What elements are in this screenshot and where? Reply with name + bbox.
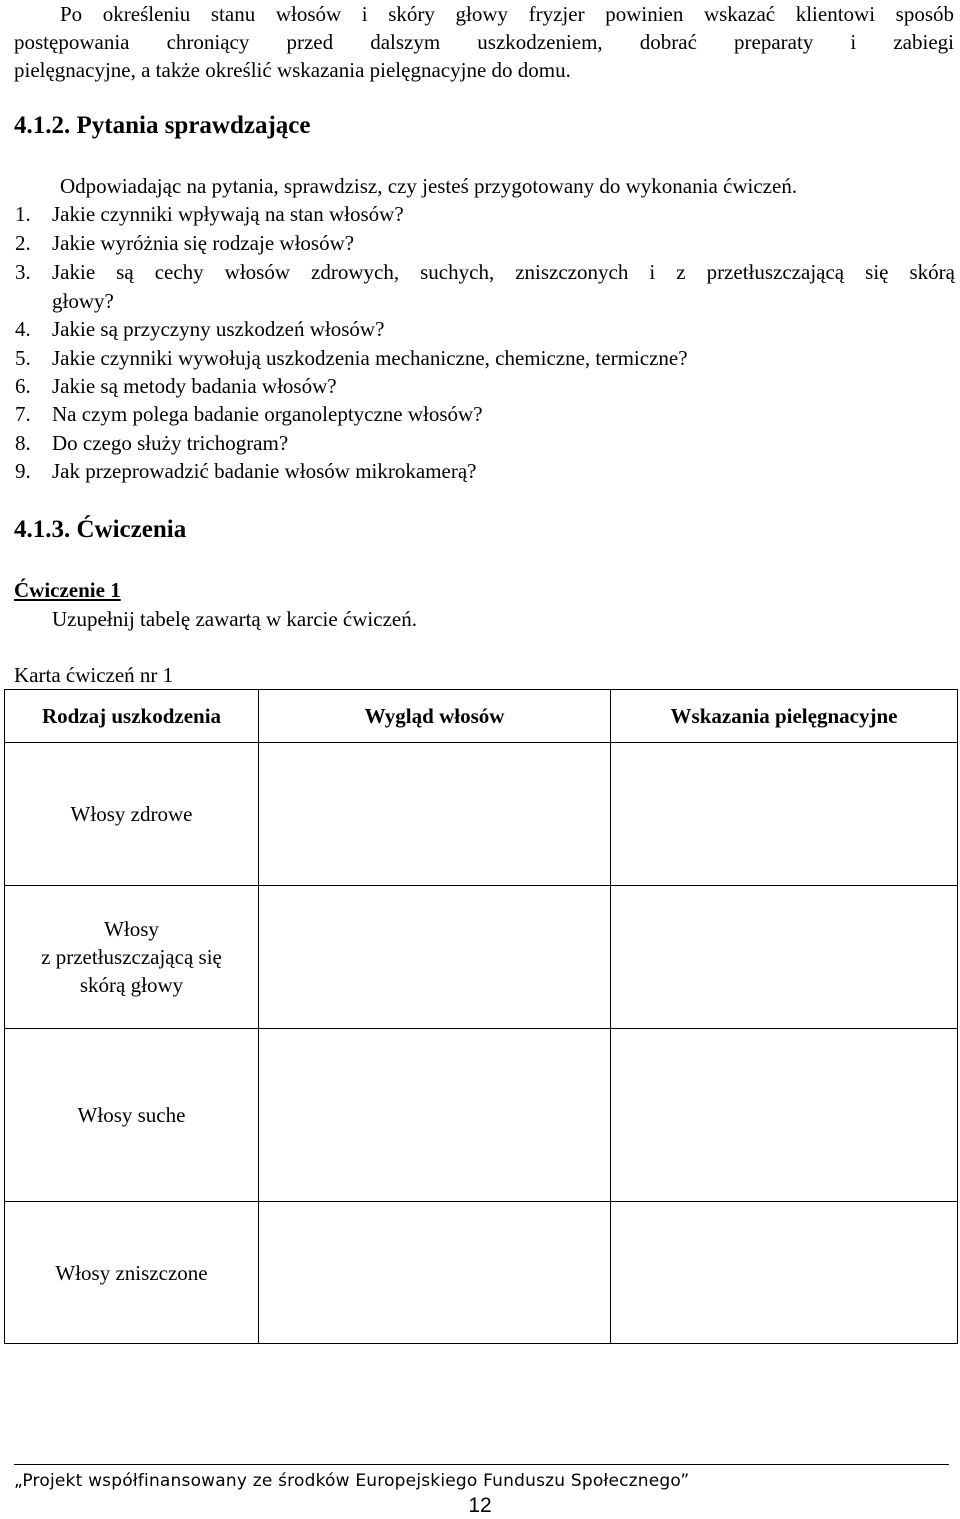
question-text: Do czego służy trichogram? — [52, 431, 289, 455]
empty-cell[interactable] — [259, 886, 611, 1029]
question-text: Jakie czynniki wywołują uszkodzenia mechaniczne, chemiczne, termiczne? — [52, 346, 688, 370]
question-number: 6. — [15, 374, 31, 398]
row-label-cell — [5, 1202, 259, 1344]
question-number: 7. — [15, 402, 31, 426]
column-header: Wskazania pielęgnacyjne — [611, 690, 958, 743]
question-text-continued: głowy? — [52, 289, 114, 313]
worksheet-label: Karta ćwiczeń nr 1 — [14, 663, 174, 687]
question-text: Na czym polega badanie organoleptyczne włosów? — [52, 402, 483, 426]
row-label-cell — [5, 743, 259, 886]
question-text: Jakie są przyczyny uszkodzeń włosów? — [52, 317, 385, 341]
section-lead: Odpowiadając na pytania, sprawdzisz, czy jesteś przygotowany do wykonania ćwiczeń. — [60, 174, 798, 198]
question-item — [15, 400, 955, 428]
worksheet-table — [4, 689, 958, 1344]
row-label-cell — [5, 1029, 259, 1202]
question-item — [15, 229, 955, 257]
empty-cell[interactable] — [611, 743, 958, 886]
question-text: Jak przeprowadzić badanie włosów mikrokamerą? — [52, 459, 477, 483]
intro-line: Po określeniu stanu włosów i skóry głowy fryzjer powinien wskazać klientowi sposób — [60, 2, 954, 26]
exercise-instruction: Uzupełnij tabelę zawartą w karcie ćwiczeń. — [52, 607, 417, 631]
row-label-line: Włosy zniszczone — [55, 1260, 208, 1285]
table-row — [5, 1029, 958, 1202]
section-heading-412: 4.1.2. Pytania sprawdzające — [14, 112, 311, 139]
question-number: 3. — [15, 260, 31, 284]
question-text: Jakie wyróżnia się rodzaje włosów? — [52, 231, 355, 255]
question-number: 2. — [15, 231, 31, 255]
table-row — [5, 1202, 958, 1344]
intro-line: pielęgnacyjne, a także określić wskazania pielęgnacyjne do domu. — [14, 58, 571, 82]
row-label-line: Włosy suche — [77, 1103, 186, 1127]
question-number: 5. — [15, 346, 31, 370]
empty-cell[interactable] — [259, 1202, 611, 1344]
table-row — [5, 886, 958, 1029]
empty-cell[interactable] — [611, 886, 958, 1029]
empty-cell[interactable] — [611, 1029, 958, 1202]
question-number: 8. — [15, 431, 31, 455]
question-text: Jakie są cechy włosów zdrowych, suchych, zniszczonych i z przetłuszczającą się skórą — [52, 260, 955, 284]
question-item — [15, 372, 955, 400]
row-label-line: skórą głowy — [79, 973, 184, 997]
intro-line: postępowania chroniący przed dalszym uszkodzeniem, dobrać preparaty i zabiegi — [14, 30, 954, 54]
row-label-line: z przetłuszczającą się — [41, 945, 222, 969]
row-label-cell — [5, 886, 259, 1029]
question-item — [15, 429, 955, 457]
question-number: 1. — [15, 202, 31, 226]
question-item — [15, 315, 955, 343]
column-header: Wygląd włosów — [259, 690, 611, 743]
column-header: Rodzaj uszkodzenia — [5, 690, 259, 743]
footer-text: „Projekt współfinansowany ze środków Europejskiego Funduszu Społecznego” — [14, 1471, 690, 1491]
exercise-title: Ćwiczenie 1 — [14, 578, 121, 602]
question-item — [15, 457, 955, 485]
question-number: 4. — [15, 317, 31, 341]
empty-cell[interactable] — [611, 1202, 958, 1344]
intro-paragraph — [14, 0, 954, 84]
row-label-line: Włosy — [104, 917, 159, 941]
section-heading-413: 4.1.3. Ćwiczenia — [14, 516, 187, 543]
question-number: 9. — [15, 459, 31, 483]
empty-cell[interactable] — [259, 1029, 611, 1202]
question-item — [15, 200, 955, 228]
question-text: Jakie czynniki wpływają na stan włosów? — [52, 202, 404, 226]
question-text: Jakie są metody badania włosów? — [52, 374, 337, 398]
page-number: 12 — [468, 1494, 492, 1517]
footer-divider — [14, 1464, 949, 1465]
question-item — [15, 344, 955, 372]
table-row — [5, 743, 958, 886]
row-label-line: Włosy zdrowe — [70, 802, 193, 826]
question-item — [15, 258, 955, 286]
table-header-row — [5, 690, 958, 743]
empty-cell[interactable] — [259, 743, 611, 886]
